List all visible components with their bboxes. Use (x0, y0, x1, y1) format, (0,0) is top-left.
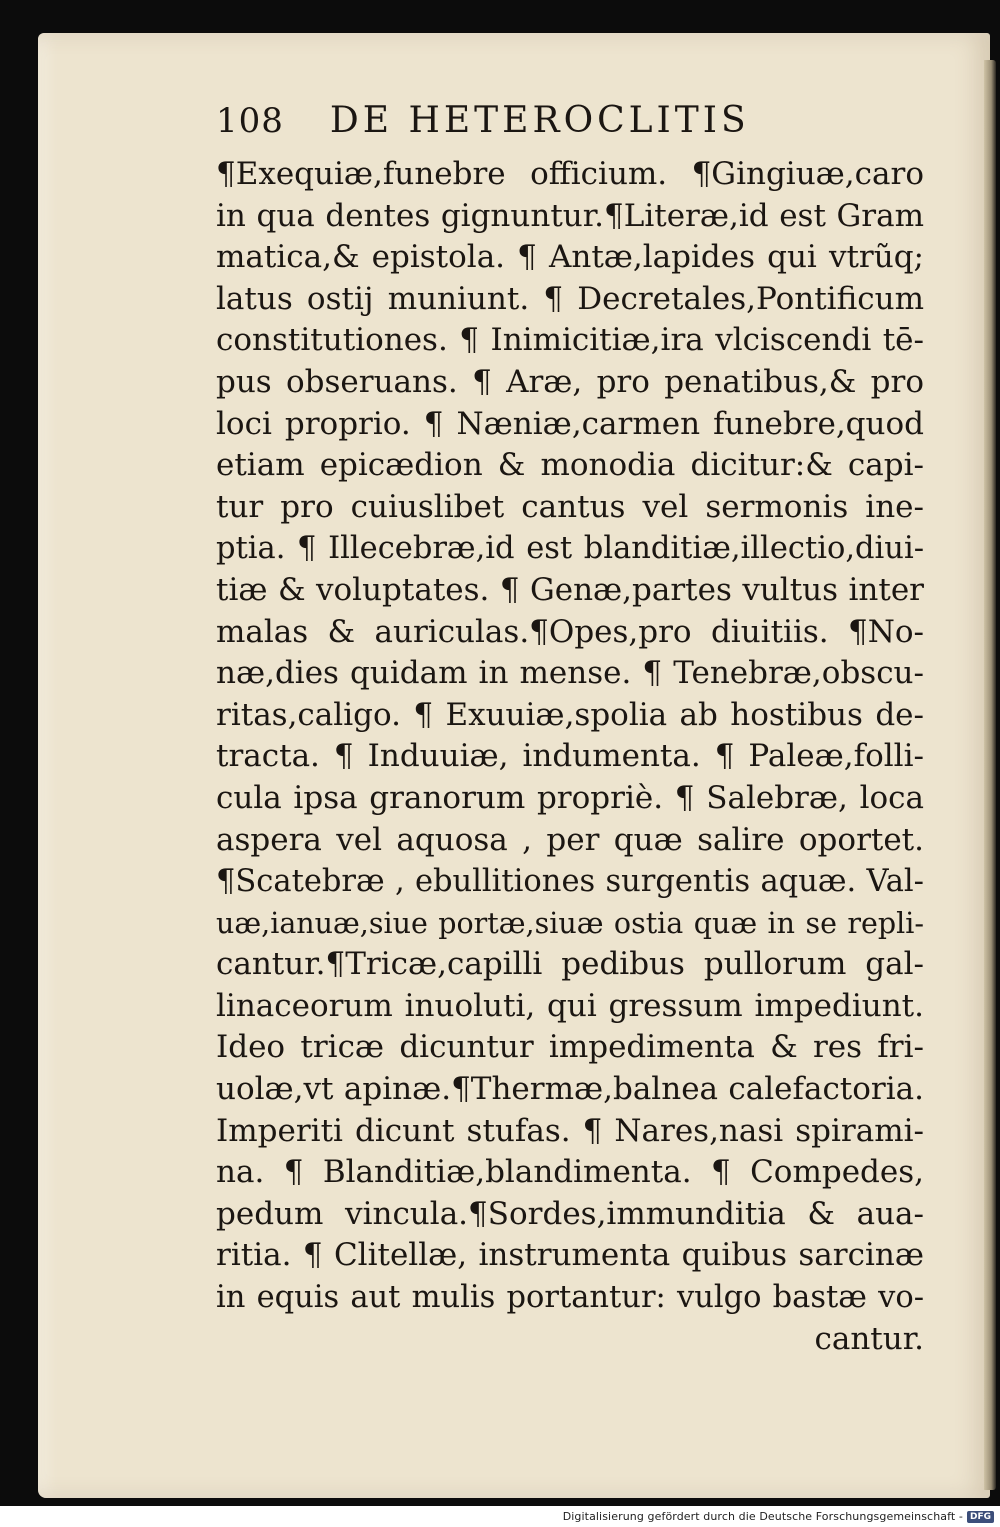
text-line: latus ostij muniunt. ¶ Decretales,Pontificum (216, 280, 924, 317)
text-line: loci proprio. ¶ Næniæ,carmen funebre,quod (216, 405, 924, 442)
text-line: uolæ,vt apinæ.¶Thermæ,balnea calefactoria. (216, 1071, 924, 1108)
text-line: in qua dentes gignuntur.¶Literæ,id est Gram (216, 197, 924, 234)
text-line: cula ipsa granorum propriè. ¶ Salebræ, loca (216, 779, 924, 816)
funding-credit: Digitalisierung gefördert durch die Deutsche Forschungsgemeinschaft - (562, 1510, 963, 1523)
text-line: na. ¶ Blanditiæ,blandimenta. ¶ Compedes, (216, 1154, 924, 1191)
text-line: cantur. (814, 1320, 924, 1357)
text-line: ptia. ¶ Illecebræ,id est blanditiæ,illectio,diui- (216, 531, 924, 567)
text-line: etiam epicædion & monodia dicitur:& capi- (216, 447, 924, 484)
text-line: pus obseruans. ¶ Aræ, pro penatibus,& pro (216, 363, 924, 400)
page-number: 108 (216, 101, 284, 141)
text-line: Imperiti dicunt stufas. ¶ Nares,nasi spirami- (216, 1112, 924, 1149)
text-line: constitutiones. ¶ Inimicitiæ,ira vlciscendi tē- (216, 322, 924, 359)
text-line: tiæ & voluptates. ¶ Genæ,partes vultus inter (216, 571, 924, 608)
page-edge (984, 60, 996, 1490)
digitization-footer (0, 1506, 1000, 1527)
text-line: uæ,ianuæ,siue portæ,siuæ ostia quæ in se repli- (216, 906, 924, 940)
text-line: malas & auriculas.¶Opes,pro diuitiis. ¶No- (216, 613, 924, 650)
running-title: DE HETEROCLITIS (329, 100, 750, 141)
text-line: ritas,caligo. ¶ Exuuiæ,spolia ab hostibus de- (216, 696, 924, 733)
running-head (216, 100, 856, 152)
text-line: ritia. ¶ Clitellæ, instrumenta quibus sarcinæ (216, 1237, 924, 1274)
text-line: Ideo tricæ dicuntur impedimenta & res fri- (216, 1029, 924, 1066)
text-line: aspera vel aquosa , per quæ salire oportet. (216, 821, 924, 858)
text-line: matica,& epistola. ¶ Antæ,lapides qui vtrũq; (216, 239, 924, 276)
dfg-logo: DFG (967, 1511, 994, 1523)
text-line: in equis aut mulis portantur: vulgo bastæ vo- (216, 1280, 924, 1316)
text-line: pedum vincula.¶Sordes,immunditia & aua- (216, 1195, 924, 1232)
text-line: tracta. ¶ Induuiæ, indumenta. ¶ Paleæ,folli- (216, 738, 924, 775)
text-line: næ,dies quidam in mense. ¶ Tenebræ,obscu- (216, 655, 924, 692)
text-line: tur pro cuiuslibet cantus vel sermonis ine- (216, 488, 924, 525)
text-line: linaceorum inuoluti, qui gressum impediunt. (216, 987, 924, 1024)
text-line: ¶Exequiæ,funebre officium. ¶Gingiuæ,caro (216, 156, 924, 192)
text-line: ¶Scatebræ , ebullitiones surgentis aquæ. Val- (216, 864, 924, 900)
body-text (216, 154, 924, 1360)
text-line: cantur.¶Tricæ,capilli pedibus pullorum gal- (216, 946, 924, 983)
